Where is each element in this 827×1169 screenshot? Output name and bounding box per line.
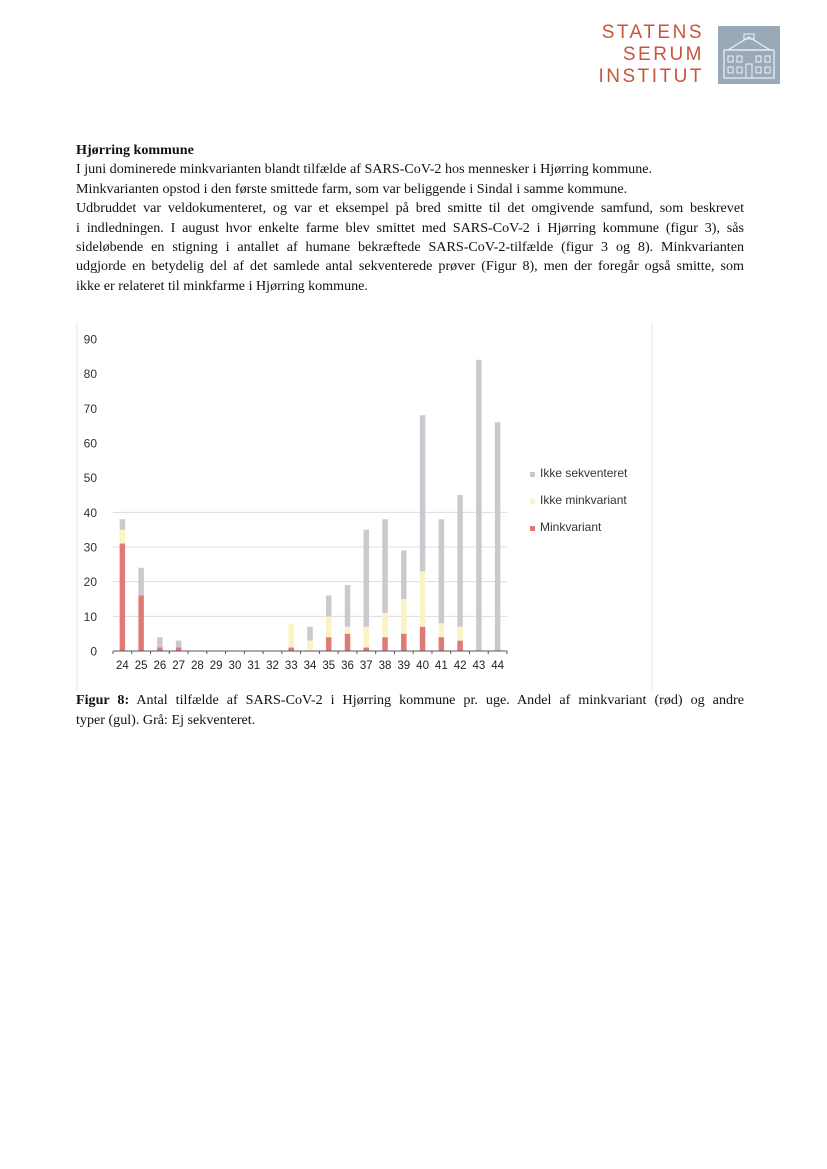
x-tick-label: 30	[228, 660, 242, 672]
paragraph-line: Minkvarianten opstod i den første smittede farm, som var beliggende i Sindal i samme kommune.	[76, 180, 628, 197]
legend-label: Minkvariant	[540, 520, 602, 534]
caption-line-1	[76, 690, 744, 710]
x-tick-label: 36	[341, 660, 354, 672]
x-tick-label: 44	[491, 660, 505, 672]
bar-segment	[364, 530, 370, 627]
y-tick-label: 70	[83, 401, 97, 416]
stacked-bar-chart	[75, 322, 655, 690]
logo-line-2: SERUM	[622, 44, 704, 65]
bar-segment	[364, 627, 370, 648]
paragraph-line: sideløbende en stigning i antallet af humane bekræftede SARS-CoV-2-tilfælde (figur 3 og 8). Minkvarianten	[76, 239, 744, 256]
bar-segment	[288, 623, 294, 647]
bar-segment	[307, 627, 313, 641]
bar-segment	[176, 641, 182, 648]
bar-segment	[326, 596, 332, 617]
x-tick-label: 37	[359, 660, 373, 672]
figure-label: Figur 8:	[76, 692, 130, 708]
bar-segment	[439, 637, 445, 651]
logo-line-1: STATENS	[601, 22, 704, 43]
x-tick-label: 35	[322, 660, 336, 672]
x-tick-label: 29	[209, 660, 223, 672]
bar-segment	[345, 627, 351, 634]
bar-segment	[120, 544, 126, 651]
paragraph-line: i indledningen. I august hvor enkelte farme blev smittet med SARS-CoV-2 i Hjørring kommune (figur 3), sås	[76, 219, 744, 236]
x-tick-label: 24	[115, 660, 129, 672]
x-tick-label: 31	[247, 660, 261, 672]
bar-segment	[495, 422, 501, 651]
bar-segment	[420, 571, 426, 626]
x-tick-label: 38	[378, 660, 392, 672]
x-tick-label: 43	[472, 660, 486, 672]
x-tick-label: 39	[397, 660, 411, 672]
bar-segment	[457, 627, 463, 641]
x-tick-label: 34	[303, 660, 317, 672]
bar-segment	[120, 530, 126, 544]
y-tick-label: 10	[83, 609, 97, 624]
bar-segment	[345, 634, 351, 651]
y-tick-label: 0	[90, 644, 97, 659]
bar-segment	[382, 519, 388, 613]
bar-segment	[176, 648, 182, 651]
x-tick-label: 27	[172, 660, 186, 672]
bar-segment	[345, 585, 351, 627]
bar-segment	[138, 568, 144, 596]
bar-segment	[307, 641, 313, 651]
logo-text	[599, 22, 705, 88]
x-tick-label: 25	[134, 660, 148, 672]
bar-segment	[157, 637, 163, 647]
bar-segment	[401, 599, 407, 634]
bar-segment	[457, 495, 463, 627]
x-tick-label: 41	[434, 660, 448, 672]
bar-segment	[476, 360, 482, 651]
paragraph-line: udgjorde en betydelig del af det samlede antal sekventerede prøver (Figur 8), men der foregår også smitte, som	[76, 258, 744, 275]
x-tick-label: 40	[416, 660, 429, 672]
x-tick-label: 26	[153, 660, 167, 672]
legend-swatch	[530, 526, 535, 531]
legend-swatch	[530, 499, 535, 504]
y-tick-label: 30	[83, 540, 97, 555]
bar-segment	[326, 637, 332, 651]
legend-label: Ikke minkvariant	[540, 493, 627, 507]
bar-segment	[382, 637, 388, 651]
paragraph-line: ikke er relateret til minkfarme i Hjørring kommune.	[76, 277, 368, 294]
bar-segment	[457, 641, 463, 651]
institute-building-logo-icon	[718, 26, 780, 84]
caption-text-1: Antal tilfælde af SARS-CoV-2 i Hjørring kommune pr. uge. Andel af minkvariant (rød) og andre	[136, 692, 744, 708]
bar-segment	[120, 519, 126, 529]
legend-swatch	[530, 472, 535, 477]
bar-segment	[401, 634, 407, 651]
x-tick-label: 42	[453, 660, 467, 672]
section-heading: Hjørring kommune	[76, 142, 194, 158]
legend-label: Ikke sekventeret	[540, 466, 628, 480]
logo-line-3: INSTITUT	[598, 66, 704, 87]
bar-segment	[288, 648, 294, 651]
paragraph-line: I juni dominerede minkvarianten blandt tilfælde af SARS-CoV-2 hos mennesker i Hjørring kommune.	[76, 161, 653, 178]
bar-segment	[439, 519, 445, 623]
x-tick-label: 33	[284, 660, 298, 672]
x-tick-label: 28	[191, 660, 204, 672]
section-body	[76, 141, 744, 296]
bar-segment	[157, 648, 163, 651]
bar-segment	[138, 596, 144, 651]
y-tick-label: 40	[83, 505, 97, 520]
y-tick-label: 60	[83, 436, 97, 451]
bar-segment	[420, 627, 426, 651]
figure-caption	[76, 690, 744, 730]
bar-segment	[364, 648, 370, 651]
ssi-logo	[600, 22, 780, 90]
y-tick-label: 80	[83, 367, 97, 382]
bar-segment	[401, 550, 407, 599]
paragraph-line: Udbruddet var veldokumenteret, og var et eksempel på bred smitte til det omgivende samfund, som beskrevet	[76, 200, 744, 217]
bar-segment	[420, 415, 426, 571]
bar-segment	[326, 616, 332, 637]
figure-8-chart	[75, 322, 655, 690]
y-tick-label: 50	[83, 471, 97, 486]
bar-segment	[382, 613, 388, 637]
x-tick-label: 32	[266, 660, 279, 672]
y-tick-label: 90	[83, 332, 97, 347]
caption-line-2: typer (gul). Grå: Ej sekventeret.	[76, 712, 256, 728]
bar-segment	[439, 623, 445, 637]
y-tick-label: 20	[83, 575, 97, 590]
